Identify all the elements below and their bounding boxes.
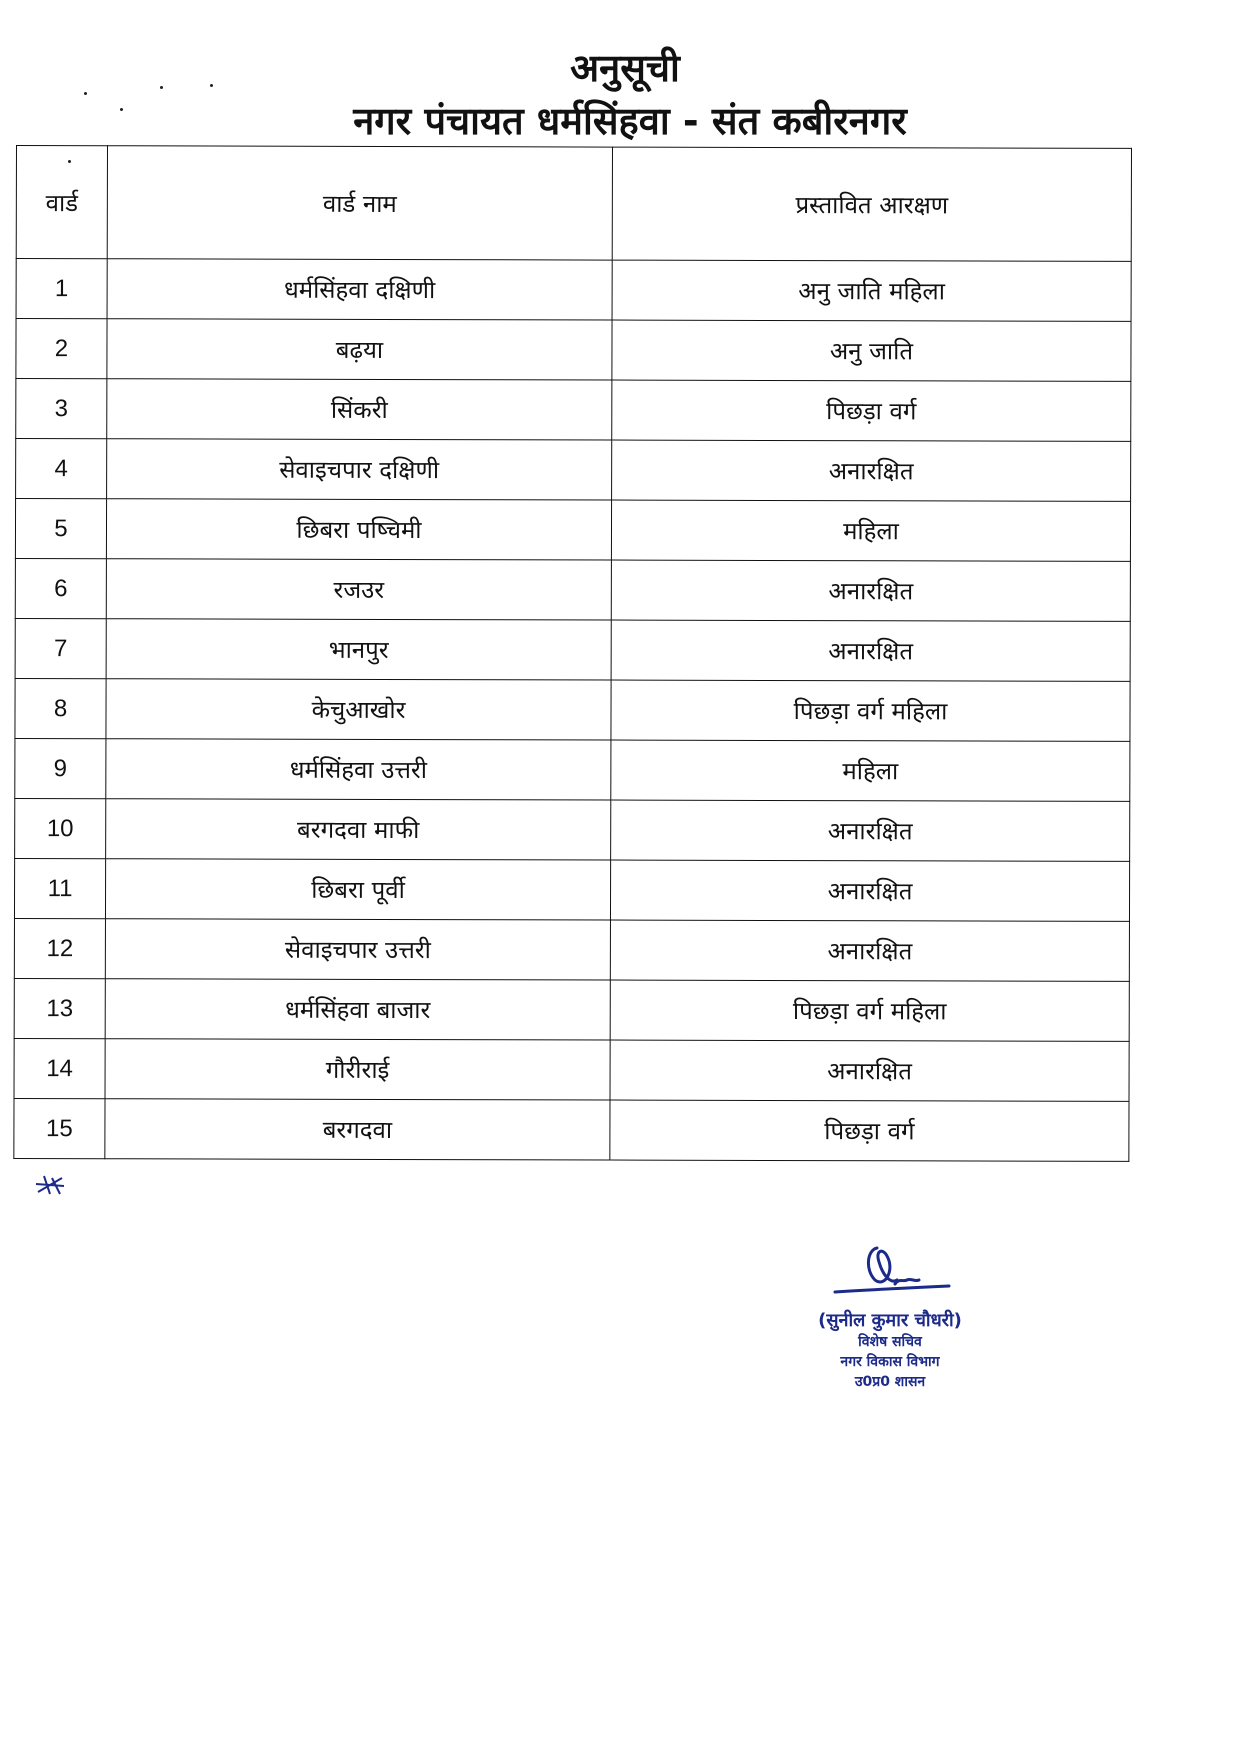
table-row <box>15 618 1130 681</box>
ward-name-cell: धर्मसिंहवा बाजार <box>105 979 610 1040</box>
reservation-cell: अनारक्षित <box>611 800 1130 861</box>
reservation-cell: अनारक्षित <box>611 620 1130 681</box>
signatory-name: (सुनील कुमार चौधरी) <box>818 1310 962 1331</box>
ward-name-cell: छिबरा पष्चिमी <box>106 499 611 560</box>
ward-name-cell: धर्मसिंहवा दक्षिणी <box>107 259 612 320</box>
ward-number-cell: 15 <box>14 1098 105 1158</box>
header-reservation: प्रस्तावित आरक्षण <box>612 147 1131 261</box>
reservation-cell: महिला <box>611 740 1130 801</box>
ward-name-cell: सेवाइचपार दक्षिणी <box>107 439 612 500</box>
ward-name-cell: बढ़या <box>107 319 612 380</box>
ward-name-cell: सेवाइचपार उत्तरी <box>105 919 610 980</box>
reservation-cell: अनारक्षित <box>612 440 1131 501</box>
reservation-cell: अनारक्षित <box>611 560 1130 621</box>
reservation-cell: अनारक्षित <box>610 920 1129 981</box>
ward-name-cell: बरगदवा <box>105 1099 610 1160</box>
ward-number-cell: 1 <box>16 259 107 319</box>
table-row <box>16 259 1131 322</box>
table-row <box>15 798 1130 861</box>
ward-number-cell: 10 <box>15 798 106 858</box>
signatory-department: नगर विकास विभाग <box>840 1354 940 1370</box>
reservation-cell: अनु जाति महिला <box>612 260 1131 321</box>
header-ward: वार्ड <box>16 146 107 259</box>
table-body <box>14 259 1131 1162</box>
ward-number-cell: 6 <box>15 558 106 618</box>
table-row <box>14 1038 1129 1101</box>
table-row <box>16 319 1131 382</box>
signature-block <box>780 1240 1000 1392</box>
signatory-designation: विशेष सचिव <box>858 1334 922 1350</box>
table-row <box>16 379 1131 442</box>
document-header <box>0 44 1240 146</box>
ward-number-cell: 3 <box>16 379 107 439</box>
reservation-cell: अनारक्षित <box>610 1040 1129 1101</box>
table-row <box>14 1098 1129 1161</box>
ward-name-cell: सिंकरी <box>107 379 612 440</box>
table-row <box>14 918 1129 981</box>
ward-reservation-table <box>13 145 1132 1162</box>
ward-name-cell: बरगदवा माफी <box>106 799 611 860</box>
header-ward-name: वार्ड नाम <box>107 146 612 260</box>
initial-mark-icon <box>34 1172 68 1198</box>
table-row <box>15 678 1130 741</box>
ward-name-cell: भानपुर <box>106 619 611 680</box>
ward-number-cell: 14 <box>14 1038 105 1098</box>
signatory-office: उ0प्र0 शासन <box>854 1374 926 1390</box>
ward-number-cell: 7 <box>15 618 106 678</box>
ward-number-cell: 12 <box>14 918 105 978</box>
ward-name-cell: केचुआखोर <box>106 679 611 740</box>
table-row <box>15 499 1130 562</box>
document-subtitle: नगर पंचायत धर्मसिंहवा - संत कबीरनगर <box>353 99 907 143</box>
reservation-cell: अनारक्षित <box>610 860 1129 921</box>
reservation-cell: महिला <box>611 500 1130 561</box>
reservation-cell: अनु जाति <box>612 320 1131 381</box>
table-row <box>15 558 1130 621</box>
reservation-cell: पिछड़ा वर्ग <box>610 1100 1129 1161</box>
table-row <box>15 738 1130 801</box>
ward-name-cell: गौरीराई <box>105 1039 610 1100</box>
ward-number-cell: 8 <box>15 678 106 738</box>
ward-number-cell: 5 <box>15 499 106 559</box>
reservation-cell: पिछड़ा वर्ग <box>612 380 1131 441</box>
document-title: अनुसूची <box>570 46 680 90</box>
ward-number-cell: 13 <box>14 978 105 1038</box>
ward-name-cell: रजउर <box>106 559 611 620</box>
ward-number-cell: 9 <box>15 738 106 798</box>
table-header-row <box>16 146 1131 262</box>
table-row <box>16 439 1131 502</box>
reservation-cell: पिछड़ा वर्ग महिला <box>611 680 1130 741</box>
signature-icon <box>825 1240 955 1304</box>
ward-number-cell: 4 <box>16 439 107 499</box>
ward-name-cell: छिबरा पूर्वी <box>105 859 610 920</box>
ward-number-cell: 2 <box>16 319 107 379</box>
table-row <box>14 978 1129 1041</box>
reservation-cell: पिछड़ा वर्ग महिला <box>610 980 1129 1041</box>
ward-number-cell: 11 <box>14 858 105 918</box>
table-row <box>14 858 1129 921</box>
ward-name-cell: धर्मसिंहवा उत्तरी <box>106 739 611 800</box>
